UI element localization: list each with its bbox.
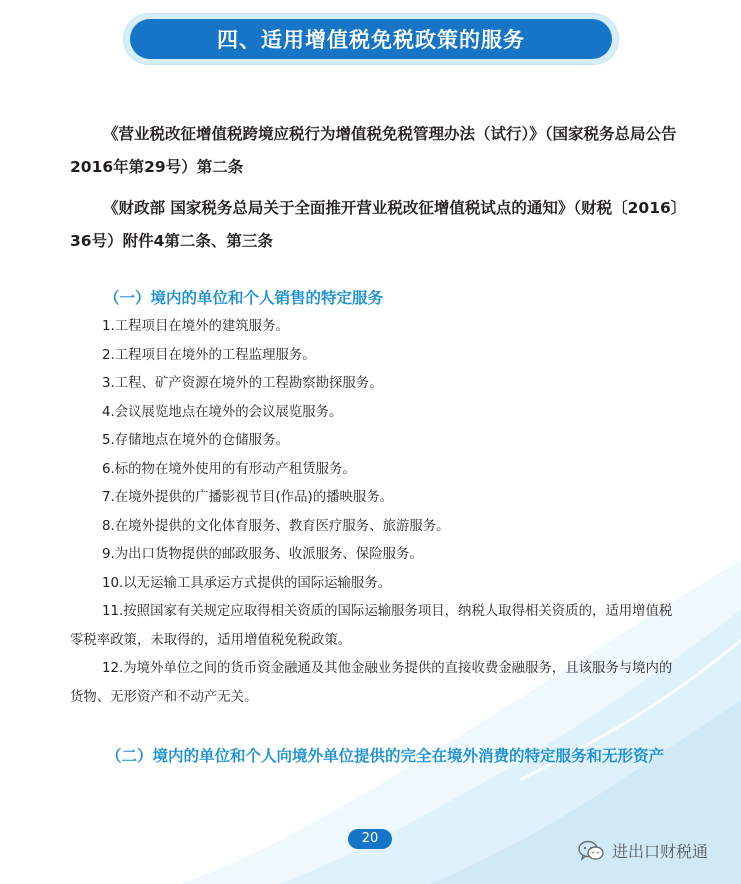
list-item: 11.按照国家有关规定应取得相关资质的国际运输服务项目，纳税人取得相关资质的，适用增值税零税率政策，未取得的，适用增值税免税政策。 [70, 604, 673, 648]
brand-watermark [578, 839, 708, 862]
list-item: 5.存储地点在境外的仓储服务。 [102, 433, 289, 448]
title-banner [124, 14, 618, 64]
wechat-icon [578, 840, 604, 862]
page-title: 四、适用增值税免税政策的服务 [130, 19, 612, 59]
list-item: 4.会议展览地点在境外的会议展览服务。 [102, 404, 343, 420]
section-1-list [70, 313, 684, 712]
list-item: 12.为境外单位之间的货币资金融通及其他金融业务提供的直接收费金融服务，且该服务与境内的货物、无形资产和不动产无关。 [70, 661, 673, 705]
reference-2: 《财政部 国家税务总局关于全面推开营业税改征增值税试点的通知》（财税〔2016〕36号）附件4第二条、第三条 [70, 199, 679, 250]
reference-1: 《营业税改征增值税跨境应税行为增值税免税管理办法（试行）》（国家税务总局公告2016年第29号）第二条 [70, 125, 677, 176]
list-item: 2.工程项目在境外的工程监理服务。 [102, 347, 316, 363]
page-number: 20 [348, 829, 392, 849]
legal-references [70, 118, 684, 266]
section-1-heading: （一）境内的单位和个人销售的特定服务 [104, 289, 384, 307]
list-item: 6.标的物在境外使用的有形动产租赁服务。 [102, 461, 356, 477]
list-item: 10.以无运输工具承运方式提供的国际运输服务。 [102, 575, 392, 591]
section-2-heading: （二）境内的单位和个人向境外单位提供的完全在境外消费的特定服务和无形资产 [106, 747, 665, 765]
list-item: 3.工程、矿产资源在境外的工程勘察勘探服务。 [102, 376, 383, 391]
list-item: 1.工程项目在境外的建筑服务。 [102, 319, 289, 334]
list-item: 9.为出口货物提供的邮政服务、收派服务、保险服务。 [102, 547, 423, 562]
brand-name: 进出口财税通 [612, 842, 709, 861]
list-item: 8.在境外提供的文化体育服务、教育医疗服务、旅游服务。 [102, 518, 450, 534]
list-item: 7.在境外提供的广播影视节目(作品)的播映服务。 [102, 490, 394, 505]
